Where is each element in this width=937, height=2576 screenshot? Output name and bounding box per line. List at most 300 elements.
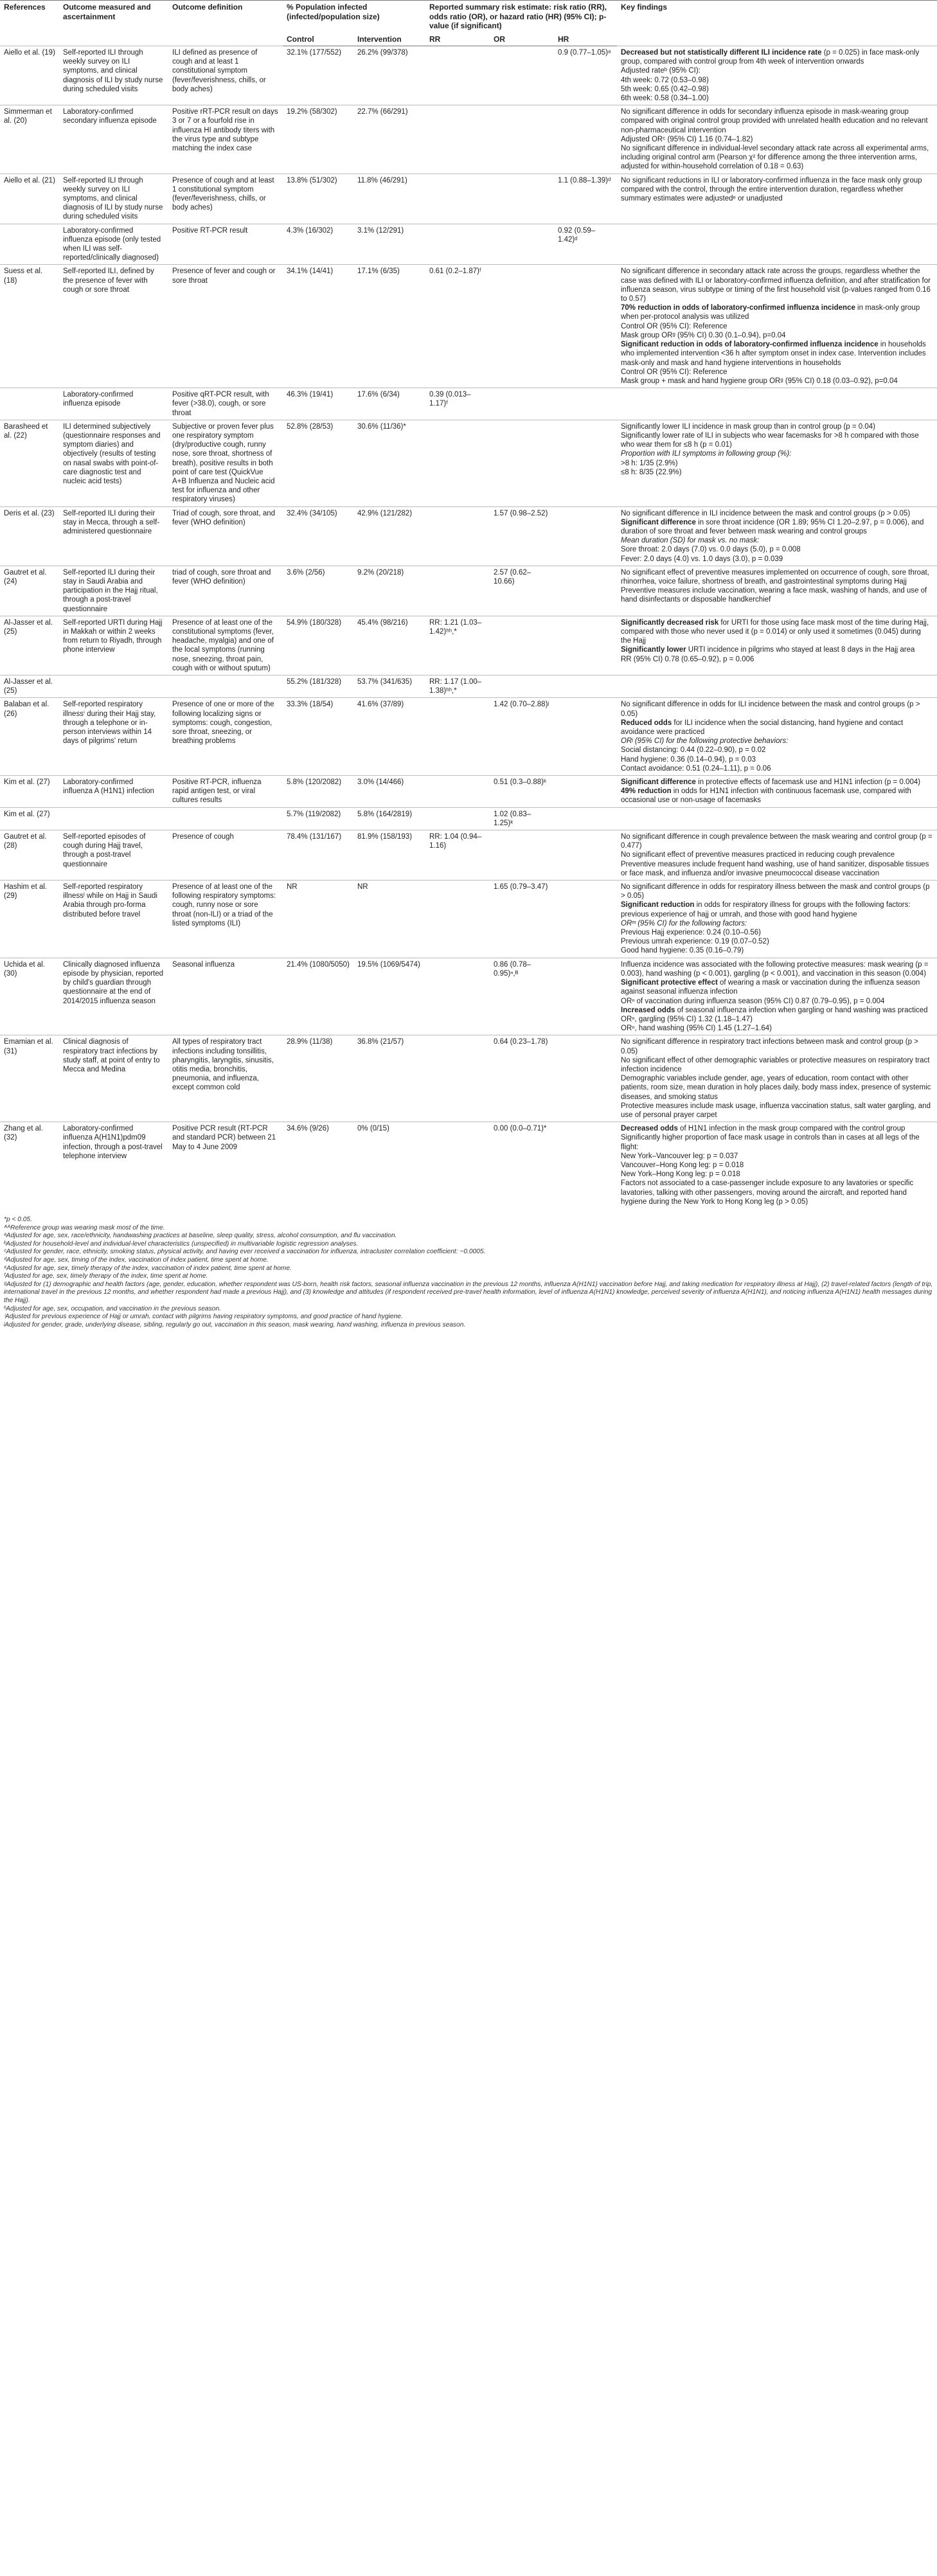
outcome-measured-cell: Laboratory-confirmed secondary influenza episode (59, 105, 168, 174)
outcome-definition-cell: Positive rRT-PCR result on days 3 or 7 or a fourfold rise in influenza HI antibody titers with the virus type and subtype matching the index case (168, 105, 283, 174)
header-outcome-measured: Outcome measured and ascertainment (59, 1, 168, 46)
intervention-cell: 45.4% (98/216) (353, 616, 425, 675)
intervention-cell: 3.1% (12/291) (353, 224, 425, 265)
finding-text: RR (95% CI) 0.78 (0.65–0.92), p = 0.006 (621, 655, 754, 663)
key-findings-cell (617, 224, 937, 265)
footnote: ᴬᴬReference group was wearing mask most of the time. (4, 1224, 165, 1231)
or-cell (490, 265, 554, 388)
reference-cell[interactable]: Emamian et al. (31) (0, 1035, 59, 1122)
key-findings-cell (617, 698, 937, 776)
header-intervention: Intervention (353, 33, 425, 46)
key-findings-cell (617, 958, 937, 1035)
finding-emphasis: Significant reduction in odds of laboratory-confirmed influenza incidence (621, 341, 879, 349)
finding-text: Hand hygiene: 0.36 (0.14–0.94), p = 0.03 (621, 755, 756, 764)
finding-text: ORⁿ, hand washing (95% CI) 1.45 (1.27–1.64) (621, 1024, 772, 1033)
hr-cell (554, 105, 617, 174)
intervention-cell: 3.0% (14/466) (353, 776, 425, 808)
finding-line (621, 787, 933, 805)
table-row (0, 881, 937, 958)
finding-line (621, 719, 933, 737)
rr-cell: RR: 1.17 (1.00–1.38)ʰʰ,* (425, 675, 490, 698)
key-findings-cell (617, 776, 937, 808)
outcome-measured-cell (59, 675, 168, 698)
finding-line (621, 545, 933, 554)
control-cell: 34.1% (14/41) (283, 265, 353, 388)
or-cell (490, 830, 554, 881)
outcome-measured-cell: Self-reported ILI during their stay in Mecca, through a self-administered questionnaire (59, 506, 168, 566)
finding-text: Contact avoidance: 0.51 (0.24–1.11), p = 0.06 (621, 764, 771, 773)
outcome-definition-cell: Subjective or proven fever plus one respiratory symptom (dry/productive cough, runny nose, sore throat, shortness of breath), positive results in both point of care test (QuickVue A+B Influenza and Nucleic acid test for influenza and other respiratory viruses) (168, 420, 283, 506)
finding-line (621, 422, 933, 431)
outcome-definition-cell: Presence of fever and cough or sore throat (168, 265, 283, 388)
outcome-measured-cell (59, 807, 168, 830)
hr-cell (554, 807, 617, 830)
finding-line (621, 331, 933, 340)
finding-emphasis: 49% reduction (621, 787, 672, 796)
outcome-definition-cell (168, 807, 283, 830)
rr-cell: 0.39 (0.013–1.17)ᶠ (425, 388, 490, 420)
finding-text: in protective effects of facemask use and H1N1 infection (p = 0.004) (695, 778, 921, 787)
finding-text: Adjusted rateᵇ (95% CI): (621, 67, 701, 75)
header-key-findings: Key findings (617, 1, 937, 46)
rr-cell: RR: 1.21 (1.03–1.42)ʰʰ,* (425, 616, 490, 675)
footnote: ᶠAdjusted for age, sex, timely therapy of the index, time spent at home. (4, 1273, 208, 1280)
outcome-measured-cell: Self-reported ILI through weekly survey on ILI symptoms, and clinical diagnosis of ILI by study nurse during scheduled visits (59, 174, 168, 224)
finding-line (621, 66, 933, 75)
finding-text: No significant difference in odds for respiratory illness between the mask and control groups (p > 0.05) (621, 883, 930, 900)
table-row (0, 174, 937, 224)
reference-cell[interactable]: Gautret et al. (28) (0, 830, 59, 881)
table-row (0, 506, 937, 566)
or-cell: 1.57 (0.98–2.52) (490, 506, 554, 566)
control-cell: 33.3% (18/54) (283, 698, 353, 776)
outcome-definition-cell: Presence of cough (168, 830, 283, 881)
finding-line (621, 536, 933, 545)
header-or: OR (490, 33, 554, 46)
table-row (0, 566, 937, 616)
hr-cell (554, 506, 617, 566)
finding-text: Mask group + mask and hand hygiene group ORᵍ (95% CI) 0.18 (0.03–0.92), p=0.04 (621, 377, 898, 385)
reference-cell[interactable]: Hashim et al. (29) (0, 881, 59, 958)
outcome-definition-cell: Triad of cough, sore throat, and fever (WHO definition) (168, 506, 283, 566)
finding-text: No significant difference in cough prevalence between the mask wearing and control group (p = 0.477) (621, 833, 933, 850)
finding-line (621, 85, 933, 94)
finding-text: Adjusted ORᶜ (95% CI) 1.16 (0.74–1.82) (621, 135, 753, 143)
finding-text: New York–Vancouver leg: p = 0.037 (621, 1152, 738, 1160)
table-body (0, 46, 937, 1208)
finding-emphasis: Significantly decreased risk (621, 618, 719, 627)
intervention-cell: 22.7% (66/291) (353, 105, 425, 174)
intervention-cell: 30.6% (11/36)* (353, 420, 425, 506)
intervention-cell: 41.6% (37/89) (353, 698, 425, 776)
finding-emphasis: Significant reduction (621, 901, 695, 909)
table-row (0, 105, 937, 174)
finding-line (621, 960, 933, 978)
finding-line (621, 737, 933, 746)
table-row (0, 46, 937, 105)
rr-cell (425, 958, 490, 1035)
control-cell: 55.2% (181/328) (283, 675, 353, 698)
finding-line (621, 176, 933, 204)
reference-cell[interactable]: Deris et al. (23) (0, 506, 59, 566)
reference-cell[interactable]: Simmerman et al. (20) (0, 105, 59, 174)
finding-text: for URTI for those using face mask most of the time during Hajj, compared with those who never used it (p = 0.014) or only used it sometimes (0.045) during the Hajj (621, 618, 929, 645)
finding-text: Factors not associated to a case-passenger include exposure to any lavatories or specific lavatories, talking with other passengers, moving around the aircraft, and reported hand hygiene during the New York to Hong Kong leg (p > 0.05) (621, 1179, 914, 1206)
or-cell (490, 616, 554, 675)
outcome-measured-cell: ILI determined subjectively (questionnaire responses and symptom diaries) and objectively (results of testing on nasal swabs with point-of-care diagnostic test and nucleic acid tests) (59, 420, 168, 506)
finding-line (621, 978, 933, 996)
finding-text: Mean duration (SD) for mask vs. no mask: (621, 537, 760, 545)
finding-line (621, 48, 933, 66)
outcome-measured-cell: Clinically diagnosed influenza episode by physician, reported by child's guardian through questionnaire at the end of 2014/2015 influenza season (59, 958, 168, 1035)
footnote: ᵍAdjusted for (1) demographic and health factors (age, gender, education, whether respondent was US-born, health risk factors, seasonal influenza vaccination in the previous 12 months, influenza A(H1N1) vaccination before Hajj, and taking medication for respiratory illness at Hajj), (2) travel-related factors (length of trip, international travel in the previous 12 months, and whether respondent had made a previous Hajj), and (3) knowledge and attitudes (if respondent received pre-travel health information, level of influenza A(H1N1) knowledge, perceived severity of influenza A(H1N1), and noticing influenza A(H1N1) health messages during the Hajj). (4, 1280, 933, 1304)
outcome-measured-cell: Self-reported ILI through weekly survey on ILI symptoms, and clinical diagnosis of ILI by study nurse during scheduled visits (59, 46, 168, 105)
or-cell: 2.57 (0.62–10.66) (490, 566, 554, 616)
finding-text: ORⁿ, gargling (95% CI) 1.32 (1.18–1.47) (621, 1015, 753, 1023)
finding-line (621, 1161, 933, 1170)
finding-text: in households who implemented intervention <36 h after symptom onset in index case. Intervention includes mask-only and mask and hand hygiene interventions in households (621, 341, 926, 367)
outcome-measured-cell: Laboratory-confirmed influenza A(H1N1)pdm09 infection, through a post-travel telephone interview (59, 1122, 168, 1208)
finding-text: Social distancing: 0.44 (0.22–0.90), p = 0.02 (621, 746, 766, 755)
intervention-cell: 19.5% (1069/5474) (353, 958, 425, 1035)
outcome-measured-cell: Self-reported URTI during Hajj in Makkah or within 2 weeks from return to Riyadh, through phone interview (59, 616, 168, 675)
finding-emphasis: Reduced odds (621, 719, 672, 727)
key-findings-cell (617, 830, 937, 881)
outcome-measured-cell: Laboratory-confirmed influenza episode (59, 388, 168, 420)
header-outcome-definition: Outcome definition (168, 1, 283, 46)
key-findings-cell (617, 506, 937, 566)
finding-line (621, 1006, 933, 1015)
intervention-cell: 9.2% (20/218) (353, 566, 425, 616)
table-row (0, 1035, 937, 1122)
intervention-cell: 26.2% (99/378) (353, 46, 425, 105)
finding-emphasis: Decreased odds (621, 1125, 678, 1133)
header-rr: RR (425, 33, 490, 46)
control-cell: 46.3% (19/41) (283, 388, 353, 420)
outcome-definition-cell: Positive RT-PCR, influenza rapid antigen test, or viral cultures results (168, 776, 283, 808)
footnote: ᵃAdjusted for age, sex, race/ethnicity, handwashing practices at baseline, sleep quality, stress, alcohol consumption, and flu vaccination. (4, 1232, 397, 1240)
footnote: *p < 0.05. (4, 1215, 32, 1223)
hr-cell (554, 830, 617, 881)
footnotes (4, 1216, 933, 1329)
finding-line (621, 1056, 933, 1074)
finding-text: >8 h: 1/35 (2.9%) (621, 459, 678, 467)
header-population-infected: % Population infected (infected/population size) (283, 1, 425, 33)
hr-cell (554, 958, 617, 1035)
table-row (0, 830, 937, 881)
footnote: ᵉAdjusted for age, sex, timely therapy of the index, vaccination of index patient, time spent at home. (4, 1264, 292, 1272)
finding-line (621, 468, 933, 477)
intervention-cell: 42.9% (121/282) (353, 506, 425, 566)
finding-text: Mask group ORᵍ (95% CI) 0.30 (0.1–0.94), p=0.04 (621, 331, 786, 339)
finding-line (621, 645, 933, 654)
finding-line (621, 568, 933, 586)
finding-line (621, 946, 933, 955)
finding-line (621, 368, 933, 377)
or-cell (490, 105, 554, 174)
header-risk-estimate: Reported summary risk estimate: risk ratio (RR), odds ratio (OR), or hazard ratio (HR) (95% CI); p-value (if significant) (425, 1, 617, 33)
footnote: ᵇAdjusted for household-level and individual-level characteristics (unspecified) in multivariable logistic regression analyses. (4, 1240, 359, 1248)
finding-text: ORⁿ of vaccination during influenza season (95% CI) 0.87 (0.79–0.95), p = 0.004 (621, 997, 885, 1005)
control-cell: 19.2% (58/302) (283, 105, 353, 174)
control-cell: 4.3% (16/302) (283, 224, 353, 265)
rr-cell (425, 174, 490, 224)
finding-text: ≤8 h: 8/35 (22.9%) (621, 468, 682, 476)
finding-line (621, 144, 933, 172)
hr-cell: 0.92 (0.59–1.42)ᵈ (554, 224, 617, 265)
finding-line (621, 900, 933, 918)
hr-cell (554, 881, 617, 958)
finding-line (621, 76, 933, 85)
rr-cell (425, 105, 490, 174)
hr-cell (554, 675, 617, 698)
table-row (0, 958, 937, 1035)
finding-text: No significant effect of preventive measures implemented on occurrence of cough, sore throat, rhinorrhea, voice failure, shortness of breath, and gastrointestinal symptoms during Hajj (621, 568, 929, 586)
finding-text: Control OR (95% CI): Reference (621, 322, 727, 330)
rr-cell (425, 776, 490, 808)
finding-text: Significantly lower rate of ILI in subjects who wear facemasks for >8 h compared with those who wear them for ≤8 h (p = 0.01) (621, 431, 919, 449)
key-findings-cell (617, 566, 937, 616)
finding-emphasis: Significant protective effect (621, 979, 718, 987)
finding-text: No significant difference in individual-level secondary attack rate across all experimental arms, including original control arm (Pearson χ² for difference among the three intervention arms, adjusted for within-household correlation of 0.18 = 0.63) (621, 145, 929, 171)
control-cell: 13.8% (51/302) (283, 174, 353, 224)
table-row (0, 675, 937, 698)
rr-cell: RR: 1.04 (0.94–1.16) (425, 830, 490, 881)
finding-text: Control OR (95% CI): Reference (621, 368, 727, 376)
outcome-definition-cell: Positive PCR result (RT-PCR and standard PCR) between 21 May to 4 June 2009 (168, 1122, 283, 1208)
finding-emphasis: Significantly lower (621, 646, 686, 654)
intervention-cell: 0% (0/15) (353, 1122, 425, 1208)
key-findings-cell (617, 807, 937, 830)
outcome-definition-cell: triad of cough, sore throat and fever (WHO definition) (168, 566, 283, 616)
table-row (0, 776, 937, 808)
finding-text: 5th week: 0.65 (0.42–0.98) (621, 85, 709, 93)
intervention-cell: 17.1% (6/35) (353, 265, 425, 388)
rr-cell (425, 420, 490, 506)
hr-cell (554, 1035, 617, 1122)
reference-cell[interactable]: Kim et al. (27) (0, 807, 59, 830)
footnote: ʰAdjusted for age, sex, occupation, and vaccination in the previous season. (4, 1305, 221, 1312)
finding-text: ORᵐ (95% CI) for the following factors: (621, 919, 747, 927)
key-findings-cell (617, 1122, 937, 1208)
or-cell: 0.51 (0.3–0.88)ᵏ (490, 776, 554, 808)
reference-cell[interactable]: Balaban et al. (26) (0, 698, 59, 776)
finding-text: of wearing a mask or vaccination during the influenza season against seasonal influenza infection (621, 979, 920, 996)
finding-line (621, 755, 933, 764)
key-findings-cell (617, 105, 937, 174)
outcome-definition-cell: Seasonal influenza (168, 958, 283, 1035)
reference-cell[interactable]: Zhang et al. (32) (0, 1122, 59, 1208)
footnote: ᶜAdjusted for gender, race, ethnicity, smoking status, physical activity, and having ever received a vaccination for influenza, intracluster correlation coefficient: −0.0005. (4, 1248, 486, 1256)
or-cell (490, 675, 554, 698)
finding-line (621, 135, 933, 144)
finding-line (621, 832, 933, 850)
rr-cell: 0.61 (0.2–1.87)ᶠ (425, 265, 490, 388)
finding-line (621, 778, 933, 787)
finding-emphasis: Decreased but not statistically different ILI incidence rate (621, 49, 822, 57)
or-cell (490, 420, 554, 506)
finding-line (621, 107, 933, 135)
finding-line (621, 746, 933, 755)
outcome-definition-cell: Presence of cough and at least 1 constitutional symptom (fever/feverishness, chills, or body aches) (168, 174, 283, 224)
finding-line (621, 1152, 933, 1161)
control-cell: 78.4% (131/167) (283, 830, 353, 881)
reference-cell[interactable]: Aiello et al. (21) (0, 174, 59, 224)
finding-emphasis: 70% reduction in odds of laboratory-confirmed influenza incidence (621, 304, 855, 312)
finding-text: Significantly lower ILI incidence in mask group than in control group (p = 0.04) (621, 422, 876, 431)
finding-text: Previous umrah experience: 0.19 (0.07–0.52) (621, 938, 769, 946)
or-cell: 0.00 (0.0–0.71)* (490, 1122, 554, 1208)
hr-cell: 1.1 (0.88–1.39)ᵈ (554, 174, 617, 224)
control-cell: 5.7% (119/2082) (283, 807, 353, 830)
finding-line (621, 555, 933, 564)
finding-text: Protective measures include mask usage, influenza vaccination status, salt water gargling, and use of personal prayer carpet (621, 1102, 931, 1119)
finding-text: ORʲ (95% CI) for the following protective behaviors: (621, 737, 789, 746)
header-references: References (0, 1, 59, 46)
finding-text: in odds for H1N1 infection with continuous facemask use, compared with occasional use or non-usage of facemasks (621, 787, 911, 805)
table-row (0, 807, 937, 830)
finding-text: for ILI incidence when the social distancing, hand hygiene and contact avoidance were practiced (621, 719, 904, 737)
finding-line (621, 928, 933, 937)
finding-emphasis: Increased odds (621, 1006, 675, 1014)
hr-cell (554, 265, 617, 388)
finding-line (621, 850, 933, 859)
outcome-measured-cell: Self-reported episodes of cough during Hajj travel, through a post-travel questionnaire (59, 830, 168, 881)
finding-text: (p = 0.025) in face mask-only group, compared with control group from 4th week of intervention onwards (621, 49, 920, 66)
finding-text: URTI incidence in pilgrims who stayed at least 8 days in the Hajj area (686, 646, 915, 654)
outcome-measured-cell: Clinical diagnosis of respiratory tract infections by study staff, at point of entry to Mecca and Medina (59, 1035, 168, 1122)
reference-cell[interactable]: Suess et al. (18) (0, 265, 59, 388)
reference-cell[interactable]: Uchida et al. (30) (0, 958, 59, 1035)
finding-line (621, 340, 933, 368)
or-cell (490, 46, 554, 105)
or-cell (490, 224, 554, 265)
key-findings-cell (617, 265, 937, 388)
key-findings-cell (617, 388, 937, 420)
outcome-definition-cell (168, 675, 283, 698)
table-row (0, 265, 937, 388)
reference-cell[interactable]: Kim et al. (27) (0, 776, 59, 808)
finding-text: Preventive measures include frequent hand washing, use of hand sanitizer, disposable tissues or face mask, and influenza and/or invasive pneumococcal disease vaccination (621, 860, 929, 877)
finding-line (621, 267, 933, 303)
finding-text: Sore throat: 2.0 days (7.0) vs. 0.0 days (5.0), p = 0.008 (621, 546, 801, 554)
reference-cell[interactable] (0, 224, 59, 265)
control-cell: 32.1% (177/552) (283, 46, 353, 105)
intervention-cell: 17.6% (6/34) (353, 388, 425, 420)
finding-line (621, 1124, 933, 1133)
control-cell: 54.9% (180/328) (283, 616, 353, 675)
hr-cell (554, 1122, 617, 1208)
finding-line (621, 1015, 933, 1024)
finding-text: No significant difference in odds for secondary influenza episode in mask-wearing group compared with original control group provided with unrelated health education and no relevant non-pharmaceutical intervention (621, 108, 928, 134)
reference-cell[interactable]: Al-Jasser et al. (25) (0, 616, 59, 675)
reference-cell[interactable] (0, 388, 59, 420)
finding-text: Preventive measures include vaccination, wearing a face mask, washing of hands, and use of hand disinfectants or disposable handkerchief (621, 587, 927, 604)
key-findings-cell (617, 46, 937, 105)
finding-line (621, 1024, 933, 1033)
hr-cell (554, 420, 617, 506)
finding-line (621, 655, 933, 664)
key-findings-cell (617, 174, 937, 224)
finding-line (621, 1074, 933, 1102)
finding-line (621, 882, 933, 900)
control-cell: 3.6% (2/56) (283, 566, 353, 616)
reference-cell[interactable]: Aiello et al. (19) (0, 46, 59, 105)
reference-cell[interactable]: Al-Jasser et al. (25) (0, 675, 59, 698)
finding-text: Demographic variables include gender, age, years of education, room contact with other patients, room size, mean duration in holy places daily, body mass index, presence of systemic diseases, and smoking status (621, 1075, 931, 1101)
hr-cell (554, 698, 617, 776)
finding-text: Significantly higher proportion of face mask usage in controls than in cases at all legs of the flight: (621, 1134, 920, 1151)
rr-cell (425, 881, 490, 958)
finding-text: No significant difference in ILI incidence between the mask and control groups (p > 0.05) (621, 509, 911, 517)
finding-emphasis: Significant difference (621, 518, 696, 526)
or-cell (490, 388, 554, 420)
finding-text: No significant difference in secondary attack rate across the groups, regardless whether the case was defined with ILI or laboratory-confirmed influenza definition, and after stratification for influenza season, virus subtype or timing of the first household visit (p-values ranged from 0.16 to 0.57) (621, 267, 931, 303)
finding-text: Proportion with ILI symptoms in following group (%): (621, 450, 792, 458)
finding-text: Previous Hajj experience: 0.24 (0.10–0.56) (621, 929, 761, 937)
outcome-definition-cell: Positive qRT-PCR result, with fever (>38.0), cough, or sore throat (168, 388, 283, 420)
finding-text: of seasonal influenza infection when gargling or hand washing was practiced (675, 1006, 928, 1014)
control-cell: 5.8% (120/2082) (283, 776, 353, 808)
finding-line (621, 919, 933, 928)
or-cell: 1.02 (0.83–1.25)ᵏ (490, 807, 554, 830)
table-row (0, 698, 937, 776)
header-hr: HR (554, 33, 617, 46)
control-cell: 21.4% (1080/5050) (283, 958, 353, 1035)
finding-text: 6th week: 0.58 (0.34–1.00) (621, 94, 709, 103)
or-cell: 0.86 (0.78–0.95)ⁿ,ᴮ (490, 958, 554, 1035)
finding-line (621, 1102, 933, 1120)
outcome-measured-cell: Self-reported respiratory illnessⁱ during their Hajj stay, through a telephone or in-person interviews within 14 days of pilgrims' return (59, 698, 168, 776)
finding-line (621, 459, 933, 468)
key-findings-cell (617, 616, 937, 675)
finding-line (621, 700, 933, 718)
hr-cell (554, 616, 617, 675)
hr-cell: 0.9 (0.77–1.05)ᵃ (554, 46, 617, 105)
finding-line (621, 322, 933, 331)
table-row (0, 420, 937, 506)
control-cell: 34.6% (9/26) (283, 1122, 353, 1208)
reference-cell[interactable]: Barasheed et al. (22) (0, 420, 59, 506)
finding-line (621, 377, 933, 386)
control-cell: 28.9% (11/38) (283, 1035, 353, 1122)
finding-text: No significant difference in respiratory tract infections between mask and control group (p > 0.05) (621, 1038, 918, 1055)
outcome-definition-cell: ILI defined as presence of cough and at least 1 constitutional symptom (fever/feverishness, chills, or body aches) (168, 46, 283, 105)
finding-line (621, 586, 933, 604)
finding-line (621, 1179, 933, 1206)
finding-text: 4th week: 0.72 (0.53–0.98) (621, 76, 709, 84)
outcome-measured-cell: Laboratory-confirmed influenza A (H1N1) infection (59, 776, 168, 808)
finding-line (621, 1170, 933, 1179)
outcome-measured-cell: Laboratory-confirmed influenza episode (only tested when ILI was self-reported/clinically diagnosed) (59, 224, 168, 265)
rr-cell (425, 566, 490, 616)
finding-text: No significant reductions in ILI or laboratory-confirmed influenza in the face mask only group compared with the control, through the entire intervention duration, regardless whether summary estimates were adjustedᵉ or unadjusted (621, 176, 922, 203)
footnote: ᵈAdjusted for age, sex, timing of the index, vaccination of index patient, time spent at home. (4, 1256, 269, 1264)
outcome-definition-cell: Presence of one or more of the following localizing signs or symptoms: cough, congestion, sore throat, sneezing, or breathing problems (168, 698, 283, 776)
reference-cell[interactable]: Gautret et al. (24) (0, 566, 59, 616)
outcome-measured-cell: Self-reported respiratory illnessˡ while on Hajj in Saudi Arabia through pro-forma distributed before travel (59, 881, 168, 958)
rr-cell (425, 46, 490, 105)
finding-line (621, 449, 933, 458)
rr-cell (425, 506, 490, 566)
hr-cell (554, 566, 617, 616)
finding-text: Influenza incidence was associated with the following protective measures: mask wearing (p = 0.003), hand washing (p < 0.001), gargling (p < 0.001), and vaccination in this season (0.004) (621, 960, 929, 978)
intervention-cell: NR (353, 881, 425, 958)
finding-text: Good hand hygiene: 0.35 (0.16–0.79) (621, 947, 744, 955)
summary-table (0, 0, 937, 1208)
header-control: Control (283, 33, 353, 46)
intervention-cell: 81.9% (158/193) (353, 830, 425, 881)
